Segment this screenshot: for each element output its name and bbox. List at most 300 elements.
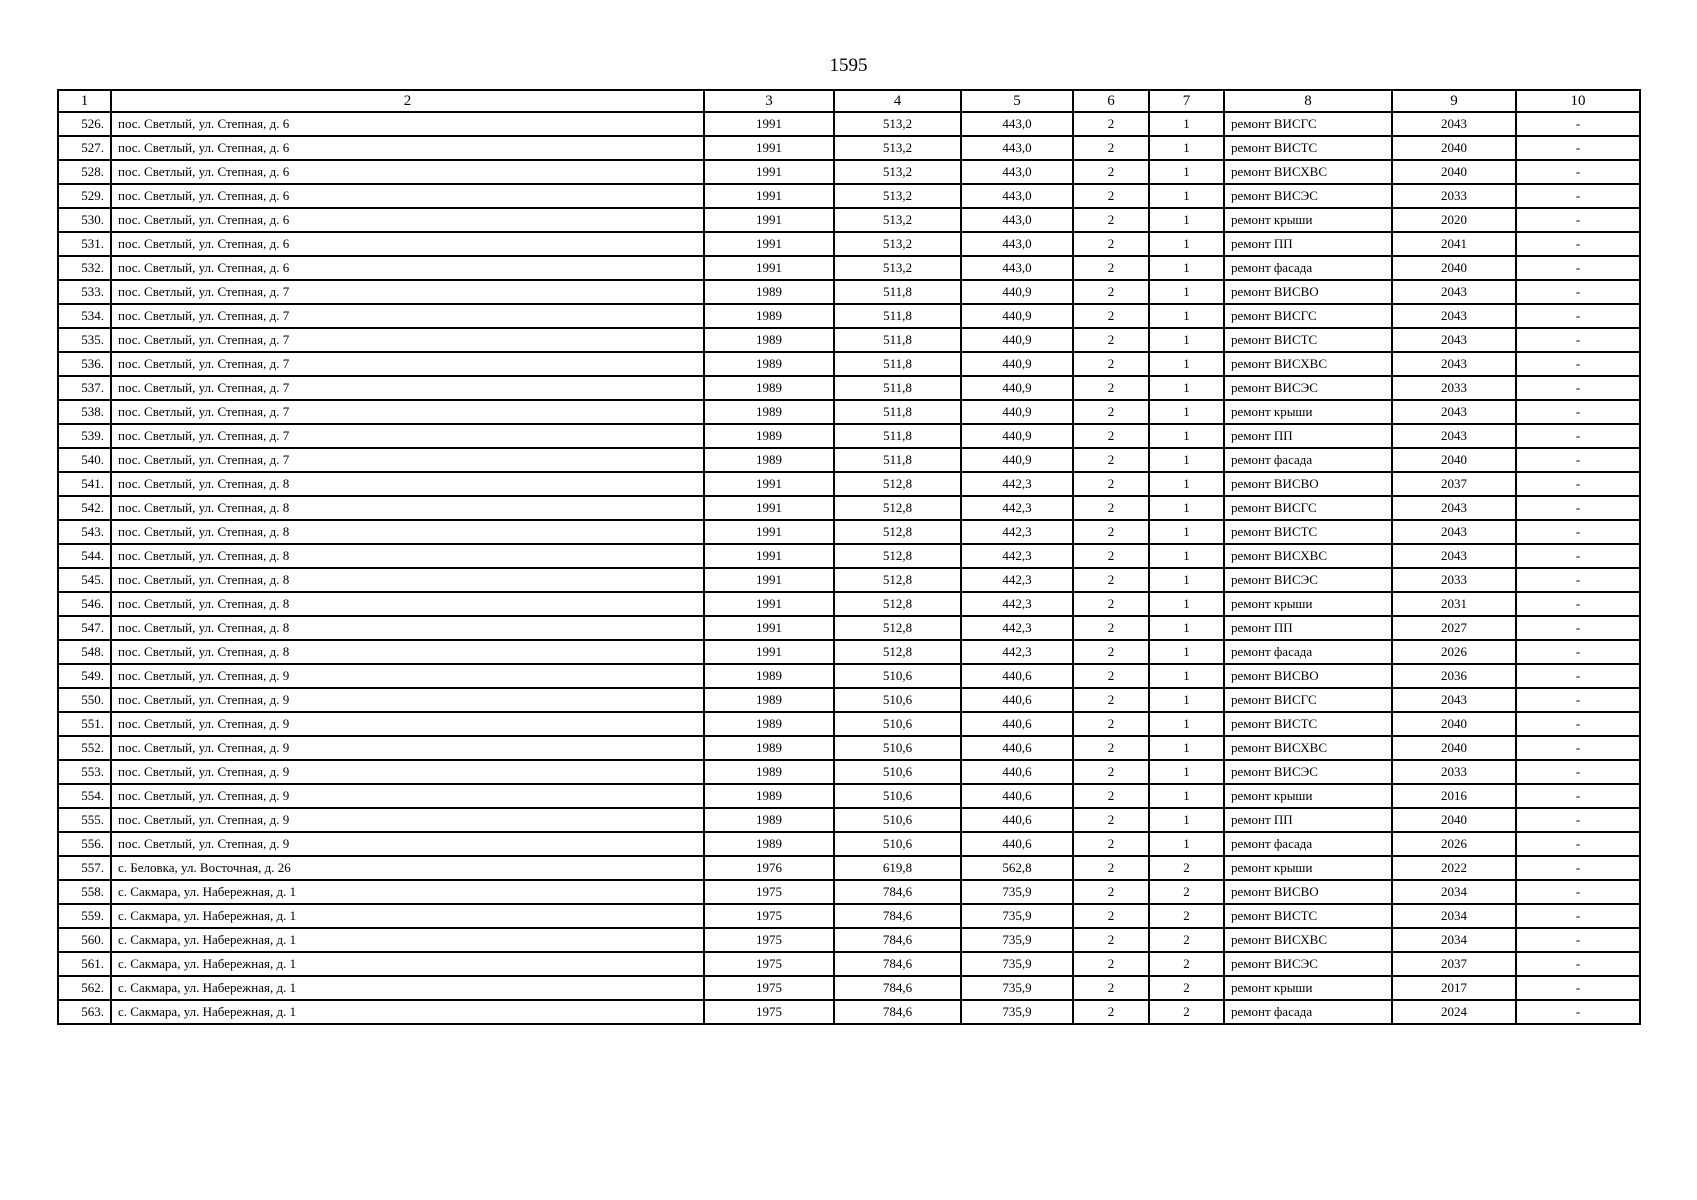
entrances-cell: 1 [1149, 112, 1224, 136]
work-type-cell: ремонт ВИСХВС [1224, 736, 1392, 760]
floors-cell: 2 [1073, 928, 1149, 952]
year-built-cell: 1991 [704, 208, 834, 232]
table-row [58, 424, 1640, 448]
row-number-cell: 552. [58, 736, 111, 760]
work-type-cell: ремонт ПП [1224, 808, 1392, 832]
year-built-cell: 1989 [704, 736, 834, 760]
work-type-cell: ремонт ВИСВО [1224, 280, 1392, 304]
total-area-cell: 510,6 [834, 712, 961, 736]
address-cell: пос. Светлый, ул. Степная, д. 9 [111, 832, 704, 856]
address-cell: пос. Светлый, ул. Степная, д. 7 [111, 304, 704, 328]
address-cell: пос. Светлый, ул. Степная, д. 7 [111, 352, 704, 376]
entrances-cell: 1 [1149, 472, 1224, 496]
address-cell: с. Сакмара, ул. Набережная, д. 1 [111, 880, 704, 904]
work-type-cell: ремонт ВИСВО [1224, 664, 1392, 688]
planned-year-cell: 2026 [1392, 640, 1516, 664]
entrances-cell: 1 [1149, 304, 1224, 328]
living-area-cell: 440,6 [961, 712, 1073, 736]
planned-year-cell: 2040 [1392, 256, 1516, 280]
floors-cell: 2 [1073, 616, 1149, 640]
note-cell: - [1516, 808, 1640, 832]
address-cell: с. Сакмара, ул. Набережная, д. 1 [111, 904, 704, 928]
address-cell: пос. Светлый, ул. Степная, д. 8 [111, 640, 704, 664]
planned-year-cell: 2034 [1392, 928, 1516, 952]
table-row [58, 760, 1640, 784]
living-area-cell: 442,3 [961, 592, 1073, 616]
total-area-cell: 512,8 [834, 472, 961, 496]
table-row [58, 952, 1640, 976]
work-type-cell: ремонт ВИСВО [1224, 472, 1392, 496]
floors-cell: 2 [1073, 784, 1149, 808]
entrances-cell: 1 [1149, 592, 1224, 616]
work-type-cell: ремонт крыши [1224, 208, 1392, 232]
year-built-cell: 1989 [704, 304, 834, 328]
work-type-cell: ремонт фасада [1224, 640, 1392, 664]
note-cell: - [1516, 496, 1640, 520]
floors-cell: 2 [1073, 328, 1149, 352]
work-type-cell: ремонт крыши [1224, 400, 1392, 424]
address-cell: пос. Светлый, ул. Степная, д. 9 [111, 736, 704, 760]
page-number: 1595 [829, 55, 868, 76]
year-built-cell: 1975 [704, 952, 834, 976]
floors-cell: 2 [1073, 712, 1149, 736]
address-cell: пос. Светлый, ул. Степная, д. 6 [111, 184, 704, 208]
total-area-cell: 510,6 [834, 808, 961, 832]
note-cell: - [1516, 208, 1640, 232]
floors-cell: 2 [1073, 520, 1149, 544]
row-number-cell: 530. [58, 208, 111, 232]
row-number-cell: 544. [58, 544, 111, 568]
year-built-cell: 1991 [704, 640, 834, 664]
total-area-cell: 510,6 [834, 688, 961, 712]
total-area-cell: 512,8 [834, 616, 961, 640]
address-cell: пос. Светлый, ул. Степная, д. 8 [111, 616, 704, 640]
column-header: 1 [58, 90, 111, 112]
address-cell: с. Сакмара, ул. Набережная, д. 1 [111, 976, 704, 1000]
planned-year-cell: 2040 [1392, 160, 1516, 184]
address-cell: пос. Светлый, ул. Степная, д. 7 [111, 328, 704, 352]
table-row [58, 376, 1640, 400]
floors-cell: 2 [1073, 856, 1149, 880]
address-cell: с. Сакмара, ул. Набережная, д. 1 [111, 952, 704, 976]
row-number-cell: 539. [58, 424, 111, 448]
living-area-cell: 440,6 [961, 664, 1073, 688]
entrances-cell: 1 [1149, 136, 1224, 160]
work-type-cell: ремонт фасада [1224, 256, 1392, 280]
year-built-cell: 1975 [704, 976, 834, 1000]
repair-schedule-table [57, 89, 1641, 1025]
note-cell: - [1516, 520, 1640, 544]
living-area-cell: 442,3 [961, 640, 1073, 664]
address-cell: пос. Светлый, ул. Степная, д. 8 [111, 496, 704, 520]
floors-cell: 2 [1073, 208, 1149, 232]
floors-cell: 2 [1073, 544, 1149, 568]
work-type-cell: ремонт ПП [1224, 424, 1392, 448]
table-row [58, 232, 1640, 256]
total-area-cell: 510,6 [834, 760, 961, 784]
planned-year-cell: 2043 [1392, 328, 1516, 352]
total-area-cell: 511,8 [834, 448, 961, 472]
address-cell: пос. Светлый, ул. Степная, д. 9 [111, 760, 704, 784]
planned-year-cell: 2040 [1392, 808, 1516, 832]
total-area-cell: 511,8 [834, 280, 961, 304]
work-type-cell: ремонт ПП [1224, 232, 1392, 256]
table-row [58, 640, 1640, 664]
note-cell: - [1516, 568, 1640, 592]
year-built-cell: 1989 [704, 760, 834, 784]
table-row [58, 160, 1640, 184]
total-area-cell: 512,8 [834, 496, 961, 520]
work-type-cell: ремонт фасада [1224, 832, 1392, 856]
floors-cell: 2 [1073, 472, 1149, 496]
entrances-cell: 1 [1149, 232, 1224, 256]
note-cell: - [1516, 136, 1640, 160]
total-area-cell: 511,8 [834, 328, 961, 352]
living-area-cell: 443,0 [961, 208, 1073, 232]
total-area-cell: 619,8 [834, 856, 961, 880]
entrances-cell: 1 [1149, 832, 1224, 856]
address-cell: пос. Светлый, ул. Степная, д. 6 [111, 160, 704, 184]
table-row [58, 808, 1640, 832]
table-row [58, 1000, 1640, 1024]
planned-year-cell: 2043 [1392, 520, 1516, 544]
living-area-cell: 440,9 [961, 304, 1073, 328]
planned-year-cell: 2043 [1392, 352, 1516, 376]
total-area-cell: 513,2 [834, 136, 961, 160]
total-area-cell: 513,2 [834, 112, 961, 136]
floors-cell: 2 [1073, 400, 1149, 424]
note-cell: - [1516, 592, 1640, 616]
row-number-cell: 545. [58, 568, 111, 592]
year-built-cell: 1975 [704, 880, 834, 904]
table-row [58, 544, 1640, 568]
year-built-cell: 1991 [704, 472, 834, 496]
total-area-cell: 784,6 [834, 952, 961, 976]
year-built-cell: 1989 [704, 328, 834, 352]
table-row [58, 208, 1640, 232]
note-cell: - [1516, 760, 1640, 784]
table-row [58, 832, 1640, 856]
year-built-cell: 1991 [704, 544, 834, 568]
work-type-cell: ремонт ВИСВО [1224, 880, 1392, 904]
entrances-cell: 1 [1149, 184, 1224, 208]
row-number-cell: 533. [58, 280, 111, 304]
year-built-cell: 1991 [704, 160, 834, 184]
table-row [58, 112, 1640, 136]
work-type-cell: ремонт ВИСЭС [1224, 184, 1392, 208]
table-row [58, 712, 1640, 736]
note-cell: - [1516, 256, 1640, 280]
year-built-cell: 1975 [704, 904, 834, 928]
row-number-cell: 551. [58, 712, 111, 736]
table-row [58, 280, 1640, 304]
year-built-cell: 1989 [704, 784, 834, 808]
entrances-cell: 2 [1149, 904, 1224, 928]
year-built-cell: 1989 [704, 352, 834, 376]
entrances-cell: 1 [1149, 568, 1224, 592]
floors-cell: 2 [1073, 568, 1149, 592]
note-cell: - [1516, 328, 1640, 352]
floors-cell: 2 [1073, 880, 1149, 904]
entrances-cell: 1 [1149, 496, 1224, 520]
total-area-cell: 510,6 [834, 736, 961, 760]
entrances-cell: 2 [1149, 928, 1224, 952]
work-type-cell: ремонт ВИСХВС [1224, 544, 1392, 568]
work-type-cell: ремонт ВИСТС [1224, 712, 1392, 736]
living-area-cell: 735,9 [961, 880, 1073, 904]
living-area-cell: 440,9 [961, 328, 1073, 352]
planned-year-cell: 2037 [1392, 472, 1516, 496]
note-cell: - [1516, 232, 1640, 256]
floors-cell: 2 [1073, 1000, 1149, 1024]
column-number-row [58, 90, 1640, 112]
floors-cell: 2 [1073, 376, 1149, 400]
planned-year-cell: 2037 [1392, 952, 1516, 976]
floors-cell: 2 [1073, 256, 1149, 280]
total-area-cell: 511,8 [834, 424, 961, 448]
living-area-cell: 440,6 [961, 808, 1073, 832]
work-type-cell: ремонт крыши [1224, 784, 1392, 808]
living-area-cell: 440,6 [961, 832, 1073, 856]
entrances-cell: 1 [1149, 664, 1224, 688]
row-number-cell: 528. [58, 160, 111, 184]
table-row [58, 328, 1640, 352]
table-row [58, 664, 1640, 688]
note-cell: - [1516, 952, 1640, 976]
column-header: 4 [834, 90, 961, 112]
total-area-cell: 513,2 [834, 160, 961, 184]
planned-year-cell: 2026 [1392, 832, 1516, 856]
planned-year-cell: 2017 [1392, 976, 1516, 1000]
living-area-cell: 562,8 [961, 856, 1073, 880]
address-cell: пос. Светлый, ул. Степная, д. 6 [111, 208, 704, 232]
work-type-cell: ремонт ВИСЭС [1224, 952, 1392, 976]
total-area-cell: 511,8 [834, 400, 961, 424]
planned-year-cell: 2024 [1392, 1000, 1516, 1024]
living-area-cell: 443,0 [961, 112, 1073, 136]
living-area-cell: 442,3 [961, 544, 1073, 568]
living-area-cell: 440,9 [961, 448, 1073, 472]
planned-year-cell: 2016 [1392, 784, 1516, 808]
column-header: 10 [1516, 90, 1640, 112]
year-built-cell: 1989 [704, 688, 834, 712]
entrances-cell: 1 [1149, 736, 1224, 760]
entrances-cell: 1 [1149, 160, 1224, 184]
year-built-cell: 1991 [704, 520, 834, 544]
year-built-cell: 1991 [704, 184, 834, 208]
table-row [58, 520, 1640, 544]
row-number-cell: 548. [58, 640, 111, 664]
floors-cell: 2 [1073, 736, 1149, 760]
row-number-cell: 541. [58, 472, 111, 496]
total-area-cell: 512,8 [834, 640, 961, 664]
work-type-cell: ремонт ВИСГС [1224, 496, 1392, 520]
floors-cell: 2 [1073, 352, 1149, 376]
total-area-cell: 510,6 [834, 664, 961, 688]
entrances-cell: 1 [1149, 376, 1224, 400]
note-cell: - [1516, 832, 1640, 856]
floors-cell: 2 [1073, 952, 1149, 976]
column-header: 7 [1149, 90, 1224, 112]
planned-year-cell: 2040 [1392, 448, 1516, 472]
address-cell: с. Сакмара, ул. Набережная, д. 1 [111, 928, 704, 952]
work-type-cell: ремонт ВИСХВС [1224, 928, 1392, 952]
row-number-cell: 527. [58, 136, 111, 160]
living-area-cell: 443,0 [961, 136, 1073, 160]
table-row [58, 448, 1640, 472]
total-area-cell: 511,8 [834, 304, 961, 328]
living-area-cell: 442,3 [961, 496, 1073, 520]
year-built-cell: 1991 [704, 112, 834, 136]
living-area-cell: 440,9 [961, 400, 1073, 424]
row-number-cell: 546. [58, 592, 111, 616]
work-type-cell: ремонт ВИСГС [1224, 112, 1392, 136]
year-built-cell: 1991 [704, 256, 834, 280]
floors-cell: 2 [1073, 832, 1149, 856]
row-number-cell: 554. [58, 784, 111, 808]
entrances-cell: 1 [1149, 616, 1224, 640]
entrances-cell: 1 [1149, 352, 1224, 376]
row-number-cell: 559. [58, 904, 111, 928]
planned-year-cell: 2043 [1392, 544, 1516, 568]
total-area-cell: 784,6 [834, 928, 961, 952]
column-header: 6 [1073, 90, 1149, 112]
note-cell: - [1516, 904, 1640, 928]
planned-year-cell: 2043 [1392, 424, 1516, 448]
address-cell: пос. Светлый, ул. Степная, д. 7 [111, 424, 704, 448]
living-area-cell: 443,0 [961, 160, 1073, 184]
year-built-cell: 1989 [704, 424, 834, 448]
entrances-cell: 2 [1149, 856, 1224, 880]
note-cell: - [1516, 856, 1640, 880]
planned-year-cell: 2031 [1392, 592, 1516, 616]
entrances-cell: 1 [1149, 424, 1224, 448]
table-row [58, 736, 1640, 760]
work-type-cell: ремонт ВИСХВС [1224, 352, 1392, 376]
row-number-cell: 561. [58, 952, 111, 976]
total-area-cell: 513,2 [834, 208, 961, 232]
note-cell: - [1516, 688, 1640, 712]
address-cell: пос. Светлый, ул. Степная, д. 8 [111, 592, 704, 616]
work-type-cell: ремонт фасада [1224, 1000, 1392, 1024]
planned-year-cell: 2022 [1392, 856, 1516, 880]
living-area-cell: 440,9 [961, 376, 1073, 400]
address-cell: пос. Светлый, ул. Степная, д. 6 [111, 136, 704, 160]
total-area-cell: 784,6 [834, 904, 961, 928]
table-row [58, 304, 1640, 328]
column-header: 8 [1224, 90, 1392, 112]
year-built-cell: 1989 [704, 712, 834, 736]
note-cell: - [1516, 976, 1640, 1000]
entrances-cell: 1 [1149, 784, 1224, 808]
table-row [58, 976, 1640, 1000]
year-built-cell: 1989 [704, 376, 834, 400]
table-row [58, 184, 1640, 208]
work-type-cell: ремонт крыши [1224, 856, 1392, 880]
entrances-cell: 1 [1149, 640, 1224, 664]
address-cell: пос. Светлый, ул. Степная, д. 6 [111, 256, 704, 280]
floors-cell: 2 [1073, 112, 1149, 136]
planned-year-cell: 2043 [1392, 496, 1516, 520]
row-number-cell: 532. [58, 256, 111, 280]
floors-cell: 2 [1073, 592, 1149, 616]
address-cell: пос. Светлый, ул. Степная, д. 6 [111, 232, 704, 256]
row-number-cell: 547. [58, 616, 111, 640]
entrances-cell: 1 [1149, 688, 1224, 712]
note-cell: - [1516, 472, 1640, 496]
note-cell: - [1516, 712, 1640, 736]
address-cell: пос. Светлый, ул. Степная, д. 7 [111, 448, 704, 472]
entrances-cell: 2 [1149, 976, 1224, 1000]
row-number-cell: 535. [58, 328, 111, 352]
total-area-cell: 512,8 [834, 568, 961, 592]
year-built-cell: 1989 [704, 808, 834, 832]
year-built-cell: 1991 [704, 496, 834, 520]
table-row [58, 880, 1640, 904]
floors-cell: 2 [1073, 688, 1149, 712]
column-header: 5 [961, 90, 1073, 112]
floors-cell: 2 [1073, 424, 1149, 448]
row-number-cell: 550. [58, 688, 111, 712]
address-cell: пос. Светлый, ул. Степная, д. 8 [111, 568, 704, 592]
year-built-cell: 1989 [704, 832, 834, 856]
planned-year-cell: 2041 [1392, 232, 1516, 256]
work-type-cell: ремонт фасада [1224, 448, 1392, 472]
table-row [58, 616, 1640, 640]
note-cell: - [1516, 928, 1640, 952]
entrances-cell: 1 [1149, 256, 1224, 280]
total-area-cell: 512,8 [834, 592, 961, 616]
address-cell: пос. Светлый, ул. Степная, д. 8 [111, 544, 704, 568]
row-number-cell: 526. [58, 112, 111, 136]
year-built-cell: 1976 [704, 856, 834, 880]
row-number-cell: 542. [58, 496, 111, 520]
planned-year-cell: 2040 [1392, 136, 1516, 160]
floors-cell: 2 [1073, 976, 1149, 1000]
total-area-cell: 513,2 [834, 256, 961, 280]
work-type-cell: ремонт ПП [1224, 616, 1392, 640]
note-cell: - [1516, 448, 1640, 472]
living-area-cell: 442,3 [961, 568, 1073, 592]
floors-cell: 2 [1073, 496, 1149, 520]
address-cell: с. Сакмара, ул. Набережная, д. 1 [111, 1000, 704, 1024]
total-area-cell: 511,8 [834, 352, 961, 376]
table-row [58, 256, 1640, 280]
living-area-cell: 440,9 [961, 280, 1073, 304]
living-area-cell: 443,0 [961, 232, 1073, 256]
floors-cell: 2 [1073, 184, 1149, 208]
living-area-cell: 440,6 [961, 736, 1073, 760]
floors-cell: 2 [1073, 304, 1149, 328]
table-row [58, 400, 1640, 424]
note-cell: - [1516, 880, 1640, 904]
year-built-cell: 1989 [704, 400, 834, 424]
living-area-cell: 442,3 [961, 472, 1073, 496]
address-cell: пос. Светлый, ул. Степная, д. 6 [111, 112, 704, 136]
row-number-cell: 556. [58, 832, 111, 856]
address-cell: пос. Светлый, ул. Степная, д. 7 [111, 280, 704, 304]
living-area-cell: 442,3 [961, 520, 1073, 544]
column-header: 3 [704, 90, 834, 112]
entrances-cell: 1 [1149, 328, 1224, 352]
living-area-cell: 735,9 [961, 904, 1073, 928]
row-number-cell: 557. [58, 856, 111, 880]
year-built-cell: 1975 [704, 1000, 834, 1024]
row-number-cell: 538. [58, 400, 111, 424]
note-cell: - [1516, 544, 1640, 568]
entrances-cell: 2 [1149, 880, 1224, 904]
entrances-cell: 1 [1149, 280, 1224, 304]
